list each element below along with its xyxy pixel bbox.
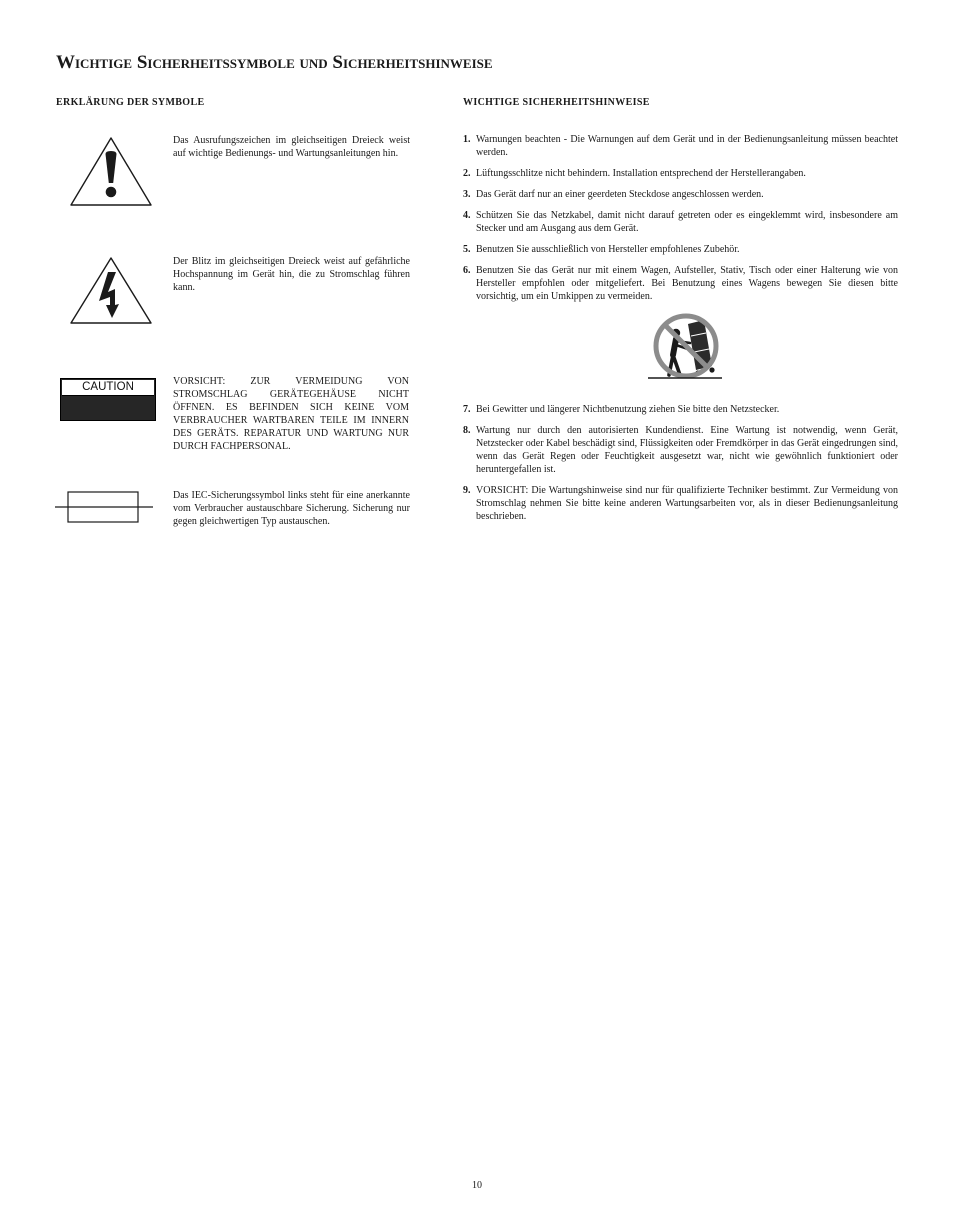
instructions-list-part-2 — [463, 403, 898, 531]
lightning-triangle-icon — [69, 256, 153, 326]
list-item — [463, 243, 898, 256]
item-number: 6. — [463, 265, 471, 276]
fuse-symbol-icon — [54, 490, 155, 524]
item-number: 5. — [463, 244, 471, 255]
list-item — [463, 133, 898, 159]
item-text: Bei Gewitter und längerer Nichtbenutzung ziehen Sie bitte den Netzstecker. — [476, 404, 780, 415]
item-text: Warnungen beachten - Die Warnungen auf dem Gerät und in der Bedienungsanleitung müssen beachtet werden. — [476, 134, 898, 158]
symbols-heading: ERKLÄRUNG DER SYMBOLE — [56, 97, 205, 108]
list-item — [463, 188, 898, 201]
list-item — [463, 167, 898, 180]
list-item — [463, 403, 898, 416]
lightning-description: Der Blitz im gleichseitigen Dreieck weist auf gefährliche Hochspannung im Gerät hin, die zu Stromschlag führen kann. — [173, 256, 410, 293]
list-item — [463, 484, 898, 523]
item-number: 8. — [463, 425, 471, 436]
item-number: 2. — [463, 168, 471, 179]
item-text: Lüftungsschlitze nicht behindern. Installation entsprechend der Herstellerangaben. — [476, 168, 806, 179]
item-number: 3. — [463, 189, 471, 200]
item-number: 7. — [463, 404, 471, 415]
fuse-description: Das IEC-Sicherungssymbol links steht für eine anerkannte vom Verbraucher austauschbare Sicherung. Sicherung nur gegen gleichwertigen Typ austauschen. — [173, 490, 410, 527]
page-number: 10 — [472, 1180, 482, 1191]
caution-description: VORSICHT: ZUR VERMEIDUNG VON STROMSCHLAG GERÄTEGEHÄUSE NICHT ÖFFNEN. ES BEFINDEN SICH KEINE VOM VERBRAUCHER WARTBAREN TEILE IM INNERN DES GERÄTS. REPARATUR UND WARTUNG NUR DURCH FACHPERSONAL. — [173, 376, 409, 452]
page-title: Wichtige Sicherheitssymbole und Sicherheitshinweise — [56, 52, 493, 73]
caution-label-icon — [60, 378, 156, 421]
cart-tip-over-warning-icon — [646, 312, 726, 382]
instructions-list-part-1 — [463, 133, 898, 311]
list-item — [463, 209, 898, 235]
exclamation-triangle-icon — [69, 136, 153, 208]
item-text: Wartung nur durch den autorisierten Kundendienst. Eine Wartung ist notwendig, wenn Gerät, Netzstecker oder Kabel beschädigt sind, Flüssigkeiten oder Fremdkörper in das Gerät eingedrungen sind, wenn das Gerät Regen oder Feuchtigkeit ausgesetzt war, nicht wie gewöhnlich funktioniert oder heruntergefallen ist. — [476, 425, 898, 475]
item-text: VORSICHT: Die Wartungshinweise sind nur für qualifizierte Techniker bestimmt. Zur Vermeidung von Stromschlag nehmen Sie bitte keine anderen Wartungsarbeiten vor, als in dieser Bedienungsanleitung beschrieben. — [476, 485, 898, 522]
list-item — [463, 424, 898, 476]
item-text: Schützen Sie das Netzkabel, damit nicht darauf getreten oder es eingeklemmt wird, insbesondere am Stecker und am Ausgang aus dem Gerät. — [476, 210, 898, 234]
item-number: 9. — [463, 485, 471, 496]
item-text: Das Gerät darf nur an einer geerdeten Steckdose angeschlossen werden. — [476, 189, 764, 200]
instructions-heading: WICHTIGE SICHERHEITSHINWEISE — [463, 97, 650, 108]
item-text: Benutzen Sie das Gerät nur mit einem Wagen, Aufsteller, Stativ, Tisch oder einer Halterung wie von Hersteller empfohlen oder mitgeliefert. Bei Benutzung eines Wagens bewegen Sie diesen bitte vorsichtig, um ein Umkippen zu vermeiden. — [476, 265, 898, 302]
list-item — [463, 264, 898, 303]
item-number: 1. — [463, 134, 471, 145]
exclamation-description: Das Ausrufungszeichen im gleichseitigen Dreieck weist auf wichtige Bedienungs- und Wartungsanleitungen hin. — [173, 135, 410, 159]
item-number: 4. — [463, 210, 471, 221]
item-text: Benutzen Sie ausschließlich von Hersteller empfohlenes Zubehör. — [476, 244, 740, 255]
caution-label-text: CAUTION — [62, 380, 154, 396]
